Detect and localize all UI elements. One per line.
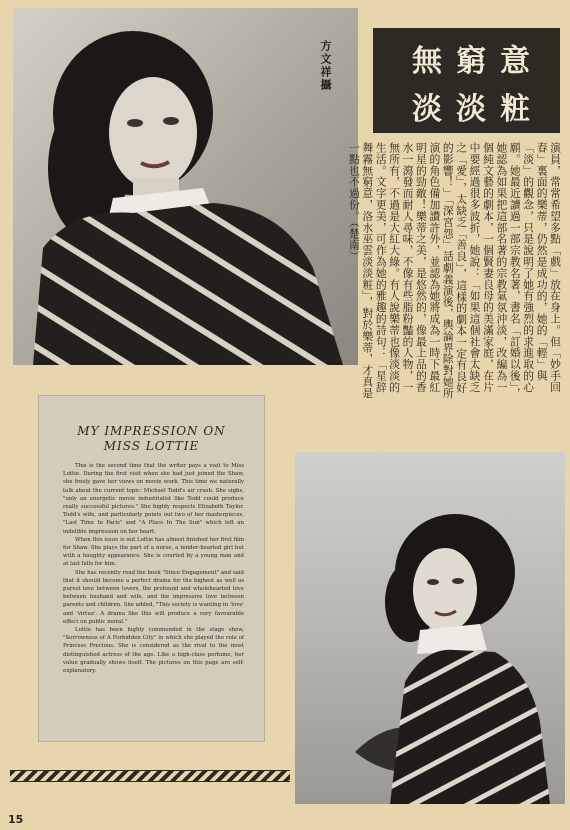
chinese-article-text: 演員，常常希望多點「戲」放在身上。但「妙手回春」裏面的樂蒂，仍然是成功的，她的「輕」與「淡」的觀念，只是說明了她有強烈的求進取的心願。她最近讀過一部宗教名著，書名「訂婚以後」，她認為如果把這部名著的宗教氣氛沖淡，改編為一個純文藝的劇本，一個賢妻良母的美滿家庭，在片中要經過很多波折，她說：「如果這個社會太缺乏之「愛」，太缺乏「善良」，這樣的劇本一定有良好的影響！」「深宮怨」話劇義演後，輿論界除對她所演的角色備加讚許外，並認為她將成為一時下最紅明星的勁敵！樂蒂之美，是悠然的，像最上品的香水一瀉發而耐人尋味，不像有些脂粉豔的人物，一無所有，不過是大紅大綠。有人說樂蒂也像淡淡的生活。文字更美，可作為她的雅趣的詩句：「星辞舞霧無窮意，洛水巫雲淡淡粧」，對於樂蒂，才真是一點也不過份。（楚南） bbox=[347, 142, 562, 399]
portrait-photo-bottom bbox=[295, 452, 565, 804]
english-paragraph: When this issue is out Lottie has almost finished her first film for Shaw. She plays the part of a nurse, a tender-hearted girl but with a haughty appearance. She is courted by a young man and at last falls for him. bbox=[63, 536, 244, 568]
page-number: 15 bbox=[8, 813, 24, 826]
english-paragraph: Lottie has been highly commended in the stage show, "Sorrowness of A Forbidden City" in which she played the role of Princess Precious. She is considered as the rival to the most distinguished actress of the age. Like a high-class perfume, her value gradually shows itself. The pictures on this page are self-explanatory. bbox=[63, 627, 244, 675]
photo-credit: 方文祥攝 bbox=[319, 40, 332, 92]
decorative-border bbox=[10, 770, 290, 782]
english-title-line-2: MISS LOTTIE bbox=[103, 439, 200, 453]
portrait-illustration-top bbox=[13, 8, 358, 365]
english-title-line-1: MY IMPRESSION ON bbox=[77, 424, 226, 438]
title-line-2: 淡淡粧 bbox=[412, 92, 544, 127]
english-paragraph: She has recently read the book "Since Engagement" and said that it should become a perfect drama for the highest as well as purest love between lovers, the profound and wholehearted love between husband and wife, and the impressive love between parents and children. She added, "This society is wanting in 'love' and 'virtue'. A drama like this will produce a very favourable effect on public moral." bbox=[63, 569, 244, 625]
english-article-title bbox=[39, 424, 264, 454]
english-article-box bbox=[38, 395, 265, 742]
english-article-body bbox=[63, 462, 244, 675]
title-line-1: 無窮意 bbox=[412, 44, 544, 79]
article-title-block bbox=[373, 28, 560, 133]
english-paragraph: This is the second time that the writer pays a visit to Miss Lottie. During the first visit when she had just joined the Shaw, she freely gave her views on movie work. This time we naturally talk about the current topic: Michael Todd's air crash. She sighs, "only an energetic movie industrialist like Todd could produce really successful pictures." She highly respects Elizabeth Taylor. Todd's wife, and particularly points out two of her masterpieces, "Last Time In Paris" and "A Place In The Sun" which left an indelible impression on her heart. bbox=[63, 463, 244, 535]
portrait-illustration-bottom bbox=[295, 452, 565, 804]
portrait-photo-top bbox=[13, 8, 358, 365]
